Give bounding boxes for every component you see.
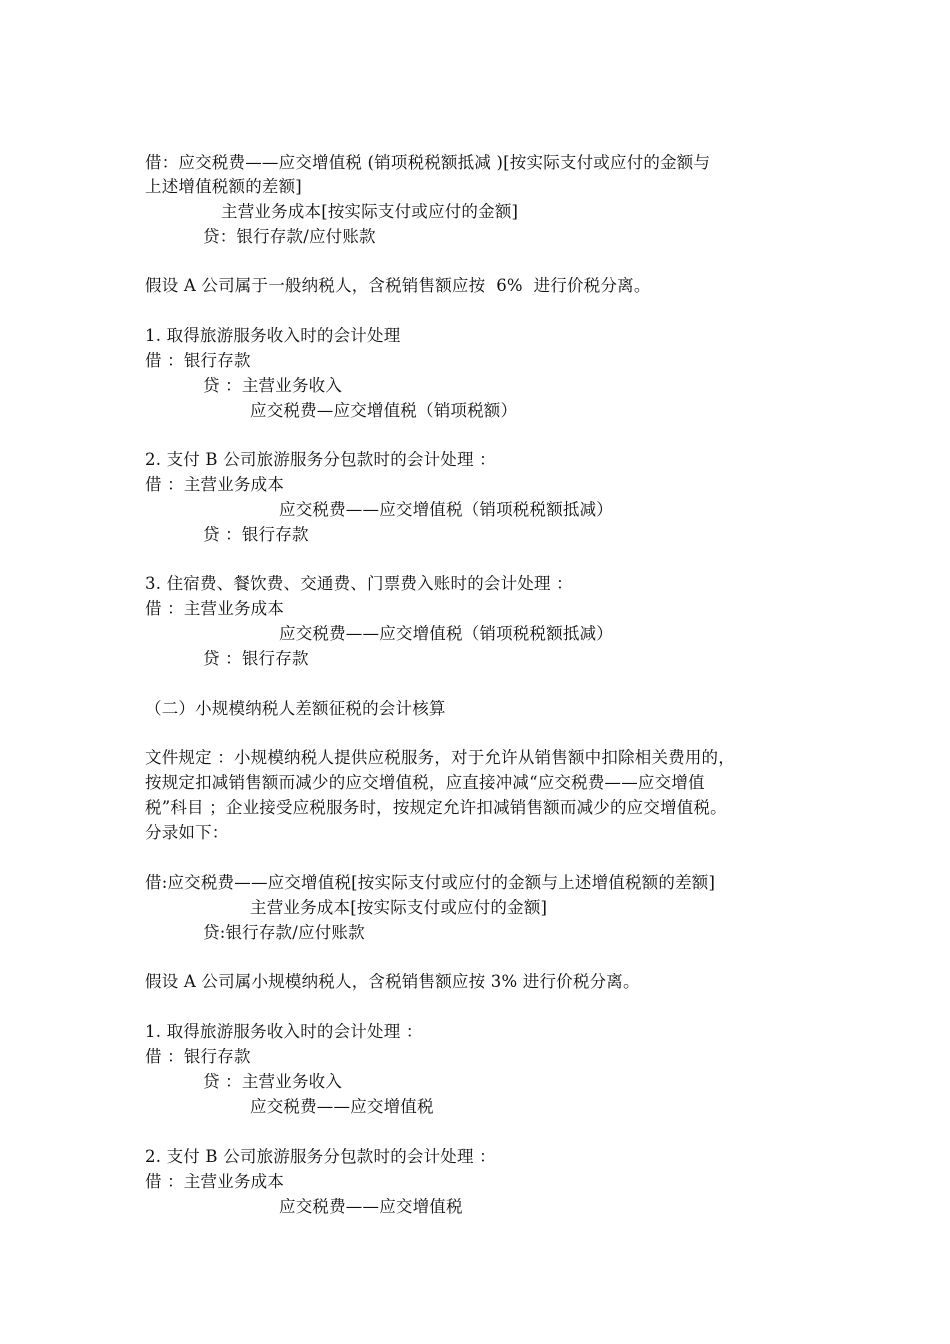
text-line: 贷 ：主营业务收入: [203, 1072, 343, 1091]
text-line: 1. 取得旅游服务收入时的会计处理 ：: [145, 1022, 423, 1041]
text-line: 税”科目 ；企业接受应税服务时，按规定允许扣减销售额而减少的应交增值税。: [145, 798, 727, 817]
text-line: 1. 取得旅游服务收入时的会计处理: [145, 326, 401, 345]
text-line: 借:应交税费——应交增值税[按实际支付或应付的金额与上述增值税额的差额]: [145, 873, 716, 892]
text-line: 3. 住宿费、餐饮费、交通费、门票费入账时的会计处理 ：: [145, 574, 573, 593]
section-heading: （二）小规模纳税人差额征税的会计核算: [145, 699, 446, 718]
text-line: 贷 ：银行存款: [203, 525, 309, 544]
text-line: 借 ：主营业务成本: [145, 475, 285, 494]
text-line: 贷 ：银行存款: [203, 649, 309, 668]
text-line: 应交税费——应交增值税（销项税税额抵减）: [279, 500, 613, 519]
text-line: 借：应交税费——应交增值税 (销项税税额抵减 )[按实际支付或应付的金额与: [145, 153, 711, 172]
text-line: 借 ：主营业务成本: [145, 599, 285, 618]
text-line: 贷:银行存款/应付账款: [203, 923, 365, 942]
text-line: 借 ：银行存款: [145, 351, 251, 370]
text-line: 主营业务成本[按实际支付或应付的金额]: [221, 202, 519, 221]
text-line: 假设 A 公司属小规模纳税人，含税销售额应按 3% 进行价税分离。: [145, 972, 640, 991]
text-line: 应交税费——应交增值税: [279, 1197, 463, 1216]
text-line: 分录如下：: [145, 823, 229, 842]
text-line: 文件规定 ：小规模纳税人提供应税服务，对于允许从销售额中扣除相关费用的，: [145, 748, 735, 767]
text-line: 借 ：主营业务成本: [145, 1172, 285, 1191]
text-line: 上述增值税额的差额]: [145, 177, 302, 196]
text-line: 借 ：银行存款: [145, 1047, 251, 1066]
text-line: 应交税费——应交增值税: [250, 1097, 434, 1116]
text-line: 主营业务成本[按实际支付或应付的金额]: [250, 898, 548, 917]
text-line: 2. 支付 B 公司旅游服务分包款时的会计处理 ：: [145, 1147, 496, 1166]
text-line: 假设 A 公司属于一般纳税人，含税销售额应按 6% 进行价税分离。: [145, 276, 651, 295]
text-line: 贷 ：主营业务收入: [203, 376, 343, 395]
text-line: 应交税费——应交增值税（销项税税额抵减）: [279, 624, 613, 643]
text-line: 贷：银行存款/应付账款: [203, 227, 376, 246]
text-line: 按规定扣减销售额而减少的应交增值税，应直接冲减“应交税费——应交增值: [145, 773, 705, 792]
text-line: 2. 支付 B 公司旅游服务分包款时的会计处理 ：: [145, 450, 496, 469]
text-line: 应交税费—应交增值税（销项税额）: [250, 401, 518, 420]
